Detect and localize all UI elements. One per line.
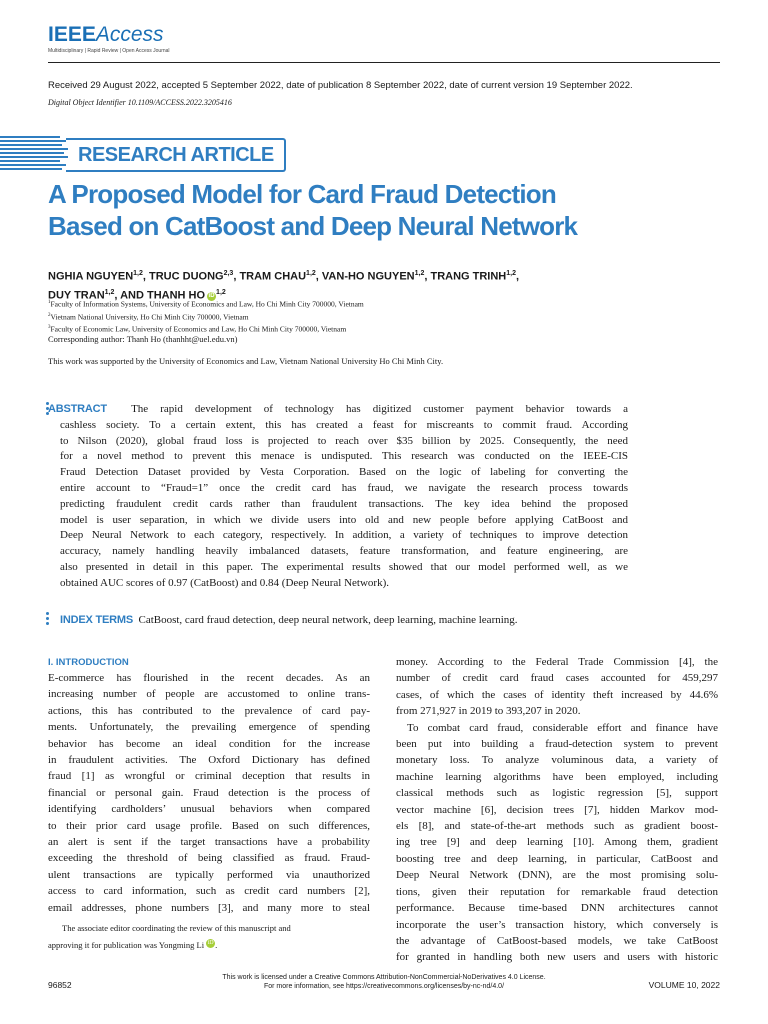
abstract-line: entire account to “Fraud=1” once the credit card has fraud, we navigate the research process towards <box>60 481 628 494</box>
text-line: monetary loss. To analyze voluminous data, a variety of <box>396 754 718 767</box>
abstract-line: Deep Neural Network to each category, respectively. In addition, a variety of techniques to improve detection <box>60 529 628 542</box>
text-line: in fraudulent activities. The Oxford Dictionary has defined <box>48 754 370 767</box>
index-terms-heading: INDEX TERMS <box>60 614 133 626</box>
author-affil: 1,2 <box>133 270 143 277</box>
text-line: money. According to the Federal Trade Commission [4], the <box>396 656 718 668</box>
author-name: DUY TRAN <box>48 289 105 302</box>
license-link[interactable]: For more information, see https://creativecommons.org/licenses/by-nc-nd/4.0/ <box>263 983 505 990</box>
index-terms <box>48 612 688 628</box>
header-rule <box>48 62 720 63</box>
abstract-line: predicting fraudulent credit cards rather than fraudulent transactions. The key idea behind the proposed <box>60 497 628 510</box>
author-name: NGHIA NGUYEN <box>48 270 134 283</box>
banner-stripes <box>0 134 72 172</box>
title-line: Based on CatBoost and Deep Neural Network <box>48 211 578 241</box>
affil-number: 2 <box>48 312 51 318</box>
text-line: Deep Neural Network (DNN), are the most promising solu- <box>396 869 718 882</box>
text-line: identifying cardholders’ unusual behaviors when compared <box>48 803 370 816</box>
text-line: the advantage of CatBoost-based models, we take CatBoost <box>396 934 718 947</box>
abstract-line: ABSTRACT The rapid development of technology has digitized customer payment behavior towards a <box>48 403 628 415</box>
text-line: number of credit card fraud cases accounted for 459,297 <box>396 672 718 685</box>
abstract-line: also presented in detail in this paper. The experimental results showed that our model performed well, as we <box>60 560 628 573</box>
journal-logo <box>48 24 170 54</box>
doi: Digital Object Identifier 10.1109/ACCESS.2022.3205416 <box>48 98 232 107</box>
text-line: ulent transactions are typically performed via unauthorized <box>48 868 370 881</box>
text-line: to their prior card usage profile. Based on such differences, <box>48 819 370 832</box>
abstract-line: cashless society. To a certain extent, this has created a feast for miscreants to commit fraud. According <box>60 418 628 431</box>
author-name: AND THANH HO <box>120 289 206 302</box>
text-line: actions, this has contributed to the prevalence of card pay- <box>48 704 370 717</box>
abstract-line: model is user separation, in which we divide users into old and new people before applying CatBoost and <box>60 513 628 526</box>
footnote-line: The associate editor coordinating the review of this manuscript and <box>62 923 291 933</box>
orcid-icon[interactable]: iD <box>207 939 214 946</box>
text-line: boosting tree and deep learning, in particular, CatBoost and <box>396 852 718 865</box>
text-line: E-commerce has flourished in the recent decades. As an <box>48 672 370 684</box>
affil-number: 3 <box>48 325 51 330</box>
editor-footnote <box>48 920 370 953</box>
text-line: fraud [1] as wrongful or criminal deception that results in <box>48 770 370 783</box>
intro-left-column <box>48 656 370 916</box>
text-line: performance. Because time-based DNN architectures cannot <box>396 902 718 915</box>
author-name: TRAM CHAU <box>239 270 307 283</box>
author-name: VAN-HO NGUYEN <box>321 270 415 283</box>
text-line: cases, of which the cases of identity theft increased by 44.6% <box>396 688 718 701</box>
text-line: incorporate the user’s transaction history, which conversely is <box>396 918 718 931</box>
author-affil: 1,2 <box>506 270 516 277</box>
article-type-badge: RESEARCH ARTICLE <box>66 138 286 172</box>
page-number: 96852 <box>48 980 72 990</box>
funding-note: This work was supported by the University of Economics and Law, Vietnam National University Ho Chi Minh City. <box>48 356 444 366</box>
orcid-icon[interactable]: iD <box>208 293 215 300</box>
text-line: financial or personal gain. Fraud detection is the process of <box>48 786 370 799</box>
affil-text: Vietnam National University, Ho Chi Minh City 700000, Vietnam <box>50 312 249 321</box>
abstract-line: for a novel method to prevent this menace is undisputed. This research was conducted on the IEEE-CIS <box>60 450 628 463</box>
license-line: This work is licensed under a Creative Commons Attribution-NonCommercial-NoDerivatives 4.0 License. <box>222 974 546 981</box>
author-name: TRUC DUONG <box>149 270 224 283</box>
text-line: To combat card fraud, considerable effort and finance have <box>407 721 718 734</box>
abstract <box>48 402 628 592</box>
author-affil: 2,3 <box>223 270 234 277</box>
affil-number: 1 <box>48 300 51 305</box>
text-line: exceeding the threshold of being classified as fraud. Fraud- <box>48 852 370 865</box>
abstract-line: Fraud Detection Dataset provided by Vesta Corporation. Based on the logic of labeling for converting the <box>60 466 628 479</box>
text-line: access to card information, such as credit card numbers [2], <box>48 885 370 898</box>
abstract-line: accuracy, namely handling heavily imbalanced datasets, feature transformation, and feature engineering, are <box>60 545 628 558</box>
corresponding-author: Corresponding author: Thanh Ho (thanhht@uel.edu.vn) <box>48 334 238 344</box>
section-heading: I. INTRODUCTION <box>48 657 129 668</box>
text-line: from 271,927 in 2019 to 393,207 in 2020. <box>396 705 581 718</box>
index-terms-text: CatBoost, card fraud detection, deep neural network, deep learning, machine learning. <box>138 614 518 626</box>
author-affil: 1,2 <box>306 270 316 277</box>
text-line: for granted in handling both new users and users with historic <box>396 951 718 964</box>
affil-text: Faculty of Information Systems, University of Economics and Law, Ho Chi Minh City 700000, Vietnam <box>50 299 364 309</box>
text-line: an alert is sent if the target transactions have a probability <box>48 836 370 849</box>
logo-ieee: IEEE <box>48 23 96 46</box>
abstract-line: to Nilson (2020), global fraud loss is projected to reach over $35 billion by 2025. Consequently, the need <box>60 434 628 447</box>
affiliations <box>48 297 364 335</box>
volume-label: VOLUME 10, 2022 <box>648 980 720 990</box>
logo-wordmark <box>48 24 170 46</box>
abstract-heading: ABSTRACT <box>48 403 107 415</box>
affiliation <box>48 310 364 323</box>
text-line: vector machine [6], decision trees [7], hidden Markov mod- <box>396 803 718 816</box>
footnote-line: approving it for publication was Yongming Li iD . <box>48 939 218 950</box>
text-line: ing tree [9] and deep learning [10]. Among them, gradient <box>396 836 718 849</box>
affiliation <box>48 322 364 335</box>
text-line: classical methods such as logistic regression [5], support <box>396 787 718 800</box>
author-name: TRANG TRINH <box>430 270 507 283</box>
author-affil: 1,2 <box>104 288 115 296</box>
affiliation <box>48 297 364 310</box>
text-line: email addresses, phone numbers [3], and many more to steal <box>48 901 370 914</box>
text-line: been put into building a fraud-detection system to prevent <box>396 738 718 751</box>
abstract-line: obtained AUC scores of 0.97 (CatBoost) and 0.84 (Deep Neural Network). <box>60 576 390 589</box>
intro-right-column <box>396 654 718 966</box>
affil-text: Faculty of Economic Law, University of Economics and Law, Ho Chi Minh City 700000, Vietnam <box>50 324 347 334</box>
logo-access: Access <box>95 23 164 46</box>
title-line: A Proposed Model for Card Fraud Detection <box>48 179 556 209</box>
logo-tagline: Multidisciplinary | Rapid Review | Open Access Journal <box>48 48 170 54</box>
text-line: els [8], and state-of-the-art methods such as gradient boost- <box>396 820 718 833</box>
author-affil: 1,2 <box>216 288 226 296</box>
author-affil: 1,2 <box>414 270 425 277</box>
text-line: ments. Unfortunately, the prevailing emergence of spending <box>48 721 370 734</box>
text-line: behavior has become an ideal condition for the increase <box>48 737 370 750</box>
text-line: increasing number of people are accustomed to online trans- <box>48 688 370 701</box>
text-line: machine learning algorithms have been employed, including <box>396 770 718 783</box>
received-dates: Received 29 August 2022, accepted 5 September 2022, date of publication 8 September 2022, date of current version 19 September 2022. <box>48 80 633 91</box>
author-list: NGHIA NGUYEN$^{1,2}$, TRUC DUONG$^{2,3}$, TRAM CHAU$^{1,2}$, VAN-HO NGUYEN$^{1,2}$, TRANG TRINH$^{1,2}$, DUY TRAN$^{1,2}$, AND THANH HO iD$^{1,2}$ <box>48 270 520 302</box>
text-line: tions, given their reputation for remarkable fraud detection <box>396 885 718 898</box>
paper-title <box>48 178 728 242</box>
